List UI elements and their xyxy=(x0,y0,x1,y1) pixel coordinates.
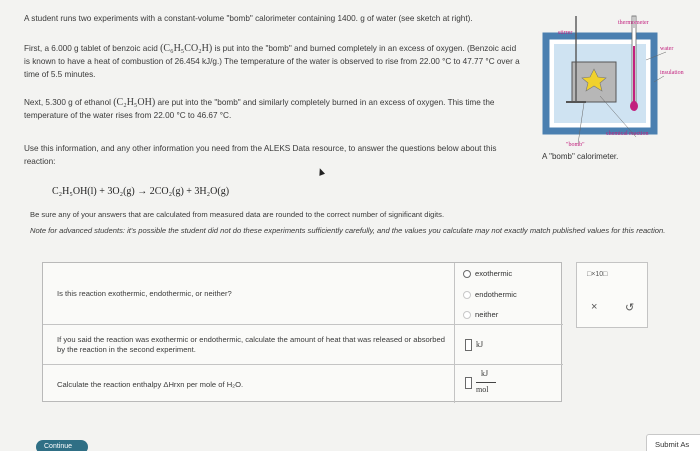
question-row-enthalpy xyxy=(43,365,563,403)
question-2-text: If you said the reaction was exothermic or endothermic, calculate the amount of heat that was released or absorbed by the reaction in the second experiment. xyxy=(43,325,455,364)
question-3-answer xyxy=(455,365,563,403)
label-water: water xyxy=(660,46,674,52)
radio-circle-icon[interactable] xyxy=(463,270,471,278)
radio-exothermic-label: exothermic xyxy=(475,269,513,278)
note-advanced-students: Note for advanced students: it's possible the student did not do these experiments sufficiently carefully, and the values you calculate may not exactly match published values for this reaction. xyxy=(30,226,666,235)
calorimeter-diagram xyxy=(536,6,696,166)
clear-button[interactable]: × xyxy=(591,301,598,313)
undo-button[interactable]: ↺ xyxy=(625,302,635,314)
heat-input[interactable] xyxy=(465,339,472,351)
question-1-text: Is this reaction exothermic, endothermic, or neither? xyxy=(43,263,455,324)
question-row-exothermic xyxy=(43,263,563,325)
radio-endothermic-label: endothermic xyxy=(475,290,517,299)
question-2-answer xyxy=(455,325,563,364)
sci-notation-button[interactable]: □×10□ xyxy=(587,271,608,278)
label-bomb: "bomb" xyxy=(566,142,585,148)
radio-endothermic[interactable] xyxy=(463,290,517,299)
radio-circle-icon[interactable] xyxy=(463,311,471,319)
radio-exothermic[interactable] xyxy=(463,269,512,278)
note-significant-digits: Be sure any of your answers that are calculated from measured data are rounded to the correct number of significant digits. xyxy=(30,210,445,219)
enthalpy-input[interactable] xyxy=(465,377,472,389)
ethanol-formula: (C₂H₅OH) xyxy=(113,97,156,108)
fraction-bar xyxy=(476,382,496,383)
benzoic-acid-formula: (C₆H₅CO₂H) xyxy=(160,43,213,54)
problem-intro: A student runs two experiments with a constant-volume "bomb" calorimeter containing 1400. g of water (see sketch at right). xyxy=(24,14,473,23)
label-insulation: insulation xyxy=(660,70,684,76)
enthalpy-unit-denominator: mol xyxy=(476,385,489,394)
tool-panel xyxy=(576,262,648,328)
reaction-equation: C₂H₅OH(l) + 3O₂(g) → 2CO₂(g) + 3H₂O(g) xyxy=(52,186,230,197)
radio-neither-label: neither xyxy=(475,310,499,319)
submit-button[interactable]: Submit As xyxy=(646,434,700,451)
label-thermometer: thermometer xyxy=(618,20,649,26)
question-1-answers xyxy=(455,263,563,324)
enthalpy-unit-numerator: kJ xyxy=(481,369,489,378)
diagram-caption: A "bomb" calorimeter. xyxy=(542,152,619,161)
question-row-heat xyxy=(43,325,563,365)
answer-table xyxy=(42,262,562,402)
problem-instructions: Use this information, and any other information you need from the ALEKS Data resource, to answer the questions below about this reaction: xyxy=(24,144,497,166)
label-stirrer: stirrer xyxy=(558,30,573,36)
problem-first-experiment: First, a 6.000 g tablet of benzoic acid (C₆H₅CO₂H) is put into the "bomb" and burned completely in an excess of oxygen. (Benzoic acid is known to have a heat of combustion of 26.454 kJ/g.) The temperature of the water is observed to rise from 22.00 °C to 47.77 °C over a time of 5.5 minutes. xyxy=(24,43,520,79)
mouse-cursor-icon xyxy=(317,167,325,176)
continue-button[interactable]: Continue xyxy=(36,440,88,451)
problem-second-experiment: Next, 5.300 g of ethanol (C₂H₅OH) are put into the "bomb" and similarly completely burned in an excess of oxygen. This time the temperature of the water rises from 22.00 °C to 46.67 °C. xyxy=(24,97,495,120)
radio-neither[interactable] xyxy=(463,310,498,319)
radio-circle-icon[interactable] xyxy=(463,291,471,299)
question-3-text: Calculate the reaction enthalpy ΔHrxn per mole of H₂O. xyxy=(43,365,455,403)
heat-unit: kJ xyxy=(476,340,484,349)
label-chemical-reaction: chemical reaction xyxy=(606,131,649,137)
